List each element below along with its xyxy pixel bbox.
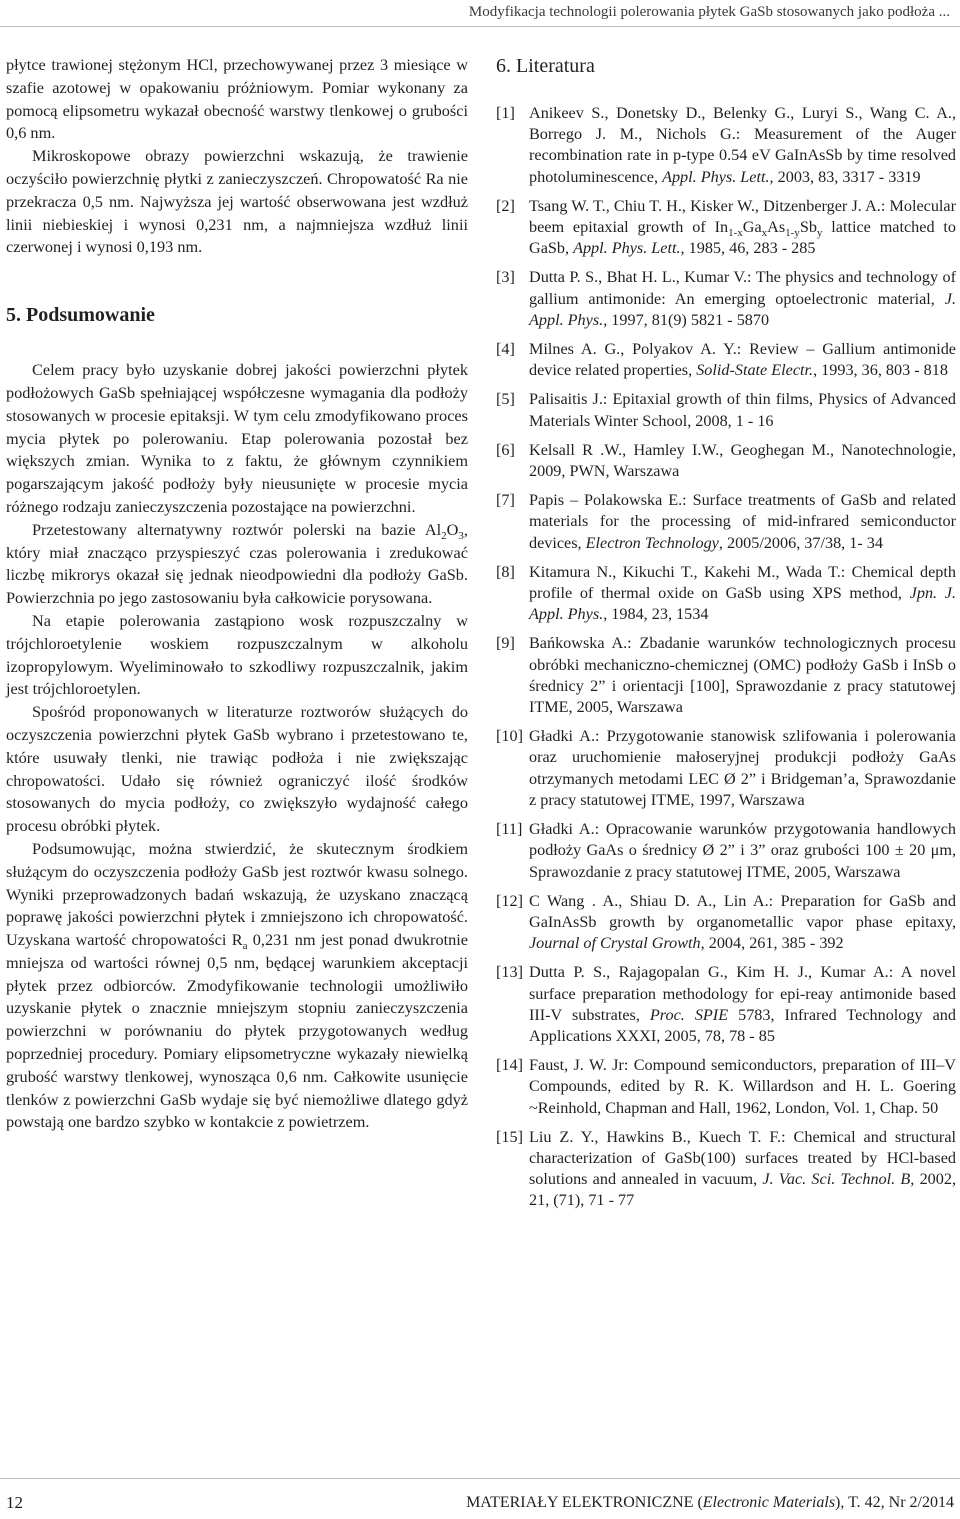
- paragraph-goal: Celem pracy było uzyskanie dobrej jakości powierzchni płytek podłożowych GaSb spełniającej współczesne wymagania dla podłoży stosowanych w procesie epitaksji. W tym celu zmodyfikowano proces mycia płytek po polerowaniu. Etap polerowania pozostał bez większych zmian. Wynika to z faktu, że głównym czynnikiem pogarszającym jakość podłoży były nieusunięte w procesie mycia różnego rodzaju zanieczyszczenia pozostające na powierzchni.: [6, 360, 468, 516]
- header-divider: [0, 26, 960, 27]
- paragraph-continuation: płytce trawionej stężonym HCl, przechowywanej przez 3 miesiące w szafie azotowej w opakowaniu próżniowym. Pomiar wykonany za pomocą elipsometru wykazał obecność warstwy tlenkowej o grubości 0,6 nm.: [6, 55, 468, 143]
- reference-item: [5] Palisaitis J.: Epitaxial growth of thin films, Physics of Advanced Materials Winter School, 2008, 1 - 16: [496, 390, 956, 430]
- left-column: [6, 54, 468, 1134]
- paragraph-solutions: Spośród proponowanych w literaturze roztworów służących do oczyszczenia powierzchni płytek GaSb wybrano i przetestowano te, które usuwały tlenki, nie trawiąc podłoża i nie zwiększając chropowatości. Udało się również ograniczyć ilość środków stosowanych do mycia podłoży, co zwiększyło wydajność całego procesu obróbki płytek.: [6, 702, 468, 836]
- reference-item: [8] Kitamura N., Kikuchi T., Kakehi M., Wada T.: Chemical depth profile of thermal oxide on GaSb using XPS method, Jpn. J. Appl. Phys., 1984, 23, 1534: [496, 562, 956, 624]
- footer-divider: [0, 1478, 960, 1479]
- paragraph-al2o3: Przetestowany alternatywny roztwór polerski na bazie $Al_2O_3$, który miał znacząco przyspieszyć czas polerowania i zredukować liczbę mikrorys okazał się jednak nieodpowiedni dla podłoży GaSb. Powierzchnia po jego zastosowaniu była całkowicie porysowana.: [6, 519, 468, 608]
- paragraph-conclusion: Podsumowując, można stwierdzić, że skutecznym środkiem służącym do oczyszczenia podłoży GaSb jest roztwór kwasu solnego. Wyniki przeprowadzonych badań wskazują, że uzyskano znaczącą poprawę jakości powierzchni płytek i zmniejszono ich chropowatość. Uzyskana wartość chropowatości $R_a$ 0,231 nm jest ponad dwukrotnie mniejsza od wartości równej 0,5 nm, będącej warunkiem akceptacji płytek przez odbiorców. Zmodyfikowanie technologii umożliwiło uzyskanie płytek o znacznie mniejszym stopniu zanieczyszczenia powierzchni w porównaniu do płytek przygotowanych według poprzedniej procedury. Pomiary elipsometryczne wykazały niewielką grubość warstwy tlenkowej, wynosząca 0,6 nm. Całkowite usunięcie tlenków z powierzchni GaSb wydaje się być niemożliwe dlatego gdyż powstają one bardzo szybko w kontakcie z powietrzem.: [6, 838, 469, 1132]
- reference-item: [1] Anikeev S., Donetsky D., Belenky G., Luryi S., Wang C. A., Borrego J. M., Nichols G.: Measurement of the Auger recombination rate in p-type 0.54 eV GaInAsSb by time resolved photoluminescence, Appl. Phys. Lett., 2003, 83, 3317 - 3319: [496, 104, 956, 186]
- paragraph-wax: Na etapie polerowania zastąpiono wosk rozpuszczalny w trójchloroetylenie woskiem rozpuszczalnym w alkoholu izopropylowym. Wyeliminowało to szkodliwy rozpuszczalnik, jakim jest trójchloroetylen.: [6, 610, 468, 699]
- running-head: Modyfikacja technologii polerowania płytek GaSb stosowanych jako podłoża ...: [468, 4, 950, 20]
- right-column: [496, 54, 956, 1220]
- reference-item: [12] C Wang . A., Shiau D. A., Lin A.: Preparation for GaSb and GaInAsSb growth by organometallic vapor phase epitaxy, Journal of Crystal Growth, 2004, 261, 385 - 392: [496, 891, 956, 953]
- reference-item: [7] Papis – Polakowska E.: Surface treatments of GaSb and related materials for the processing of mid-infrared semiconductor devices, Electron Technology, 2005/2006, 37/38, 1- 34: [496, 491, 956, 552]
- reference-item: [9] Bańkowska A.: Zbadanie warunków technologicznych procesu obróbki mechaniczno-chemicznej (OMC) podłoży GaSb i InSb o średnicy 2” i orientacji [100], Sprawozdanie z pracy statutowej ITME, 2005, Warszawa: [496, 634, 956, 717]
- reference-item: [11] Gładki A.: Opracowanie warunków przygotowania handlowych podłoży GaAs o średnicy Ø 2” i 3” oraz grubości 100 ± 20 μm, Sprawozdanie z pracy statutowej ITME, 2005, Warszawa: [496, 820, 956, 881]
- reference-item: [2] Tsang W. T., Chiu T. H., Kisker W., Ditzenberger J. A.: Molecular beem epitaxial growth of $In_{1-x}Ga_xAs_{1-y}Sb_y$ lattice matched to GaSb, Appl. Phys. Lett., 1985, 46, 283 - 285: [496, 196, 956, 258]
- paragraph-microscope: Mikroskopowe obrazy powierzchni wskazują, że trawienie oczyściło powierzchnię płytki z zanieczyszczeń. Chropowatość Ra nie przekracza 0,5 nm. Najwyższa jej wartość obserwowana jest wzdłuż linii niebieskiej i wynosi 0,231 nm, a najmniejsza wzdłuż linii czerwonej i wynosi 0,193 nm.: [6, 146, 468, 257]
- reference-item: [13] Dutta P. S., Rajagopalan G., Kim H. J., Kumar A.: A novel surface preparation methodology for epi-reay antimonide based III-V substrates, Proc. SPIE 5783, Infrared Technology and Applications XXXI, 2005, 78, 78 - 85: [496, 963, 956, 1045]
- journal-footer: MATERIAŁY ELEKTRONICZNE (Electronic Materials), T. 42, Nr 2/2014: [466, 1494, 954, 1511]
- reference-item: [15] Liu Z. Y., Hawkins B., Kuech T. F.: Chemical and structural characterization of GaSb(100) surfaces treated by HCl-based solutions and annealed in vacuum, J. Vac. Sci. Technol. B, 2002, 21, (71), 71 - 77: [496, 1127, 956, 1210]
- reference-item: [4] Milnes A. G., Polyakov A. Y.: Review – Gallium antimonide device related properties, Solid-State Electr., 1993, 36, 803 - 818: [496, 340, 956, 380]
- reference-item: [6] Kelsall R .W., Hamley I.W., Geoghegan M., Nanotechnologie, 2009, PWN, Warszawa: [496, 440, 956, 481]
- section-title-references: 6. Literatura: [496, 55, 595, 77]
- page-number: 12: [6, 1493, 23, 1512]
- reference-item: [14] Faust, J. W. Jr: Compound semiconductors, preparation of III–V Compounds, edited by R. K. Willardson and H. L. Goering ~Reinhold, Chapman and Hall, 1962, London, Vol. 1, Chap. 50: [496, 1056, 956, 1117]
- reference-item: [10] Gładki A.: Przygotowanie stanowisk szlifowania i polerowania oraz uruchomienie małoseryjnej produkcji podłoży GaAs otrzymanych metodami LEC Ø 2” i Bridgeman’a, Sprawozdanie z pracy statutowej ITME, 1997, Warszawa: [496, 727, 956, 809]
- reference-item: [3] Dutta P. S., Bhat H. L., Kumar V.: The physics and technology of gallium antimonide: An emerging optoelectronic material, J. Appl. Phys., 1997, 81(9) 5821 - 5870: [496, 268, 956, 329]
- section-title-summary: 5. Podsumowanie: [6, 304, 155, 327]
